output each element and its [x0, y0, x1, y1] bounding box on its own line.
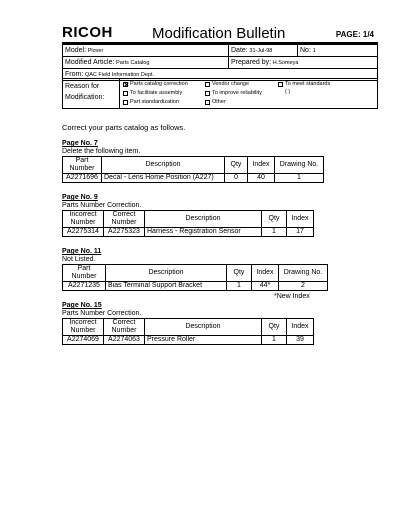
- table-cell: 1: [227, 282, 252, 291]
- table-cell: A2271235: [63, 282, 106, 291]
- prepared-label: Prepared by:: [231, 59, 272, 66]
- intro-text: Correct your parts catalog as follows.: [62, 123, 186, 132]
- date-value: 31-Jul-98: [249, 48, 273, 54]
- table-cell: Bias Terminal Support Bracket: [106, 282, 227, 291]
- prepared-value: H.Someya: [272, 60, 299, 66]
- table-cell: 2: [279, 282, 328, 291]
- reason-option-label: ( ): [285, 89, 291, 95]
- section-subheading: Not Listed.: [62, 256, 96, 263]
- column-header: Index: [252, 265, 279, 282]
- table-cell: A2271696: [63, 174, 102, 183]
- reason-box: [62, 78, 378, 109]
- column-header: Description: [145, 319, 262, 336]
- reason-option[interactable]: [278, 81, 330, 87]
- checkbox-icon[interactable]: [205, 100, 210, 105]
- column-header: Drawing No.: [275, 157, 324, 174]
- no-value: 1: [312, 48, 316, 54]
- reason-option-label: To facilitate assembly: [130, 90, 183, 96]
- date-label: Date:: [231, 47, 248, 54]
- checkbox-icon[interactable]: [205, 91, 210, 96]
- bulletin-title: Modification Bulletin: [152, 25, 286, 42]
- info-table: [62, 44, 378, 81]
- checkbox-icon[interactable]: [123, 100, 128, 105]
- column-header: Index: [287, 211, 314, 228]
- column-header: Qty: [262, 319, 287, 336]
- table-cell: Harness - Registration Sensor: [145, 228, 262, 237]
- column-header: Index: [287, 319, 314, 336]
- reason-label-line2: Modification:: [65, 94, 105, 101]
- table-row: [63, 336, 314, 345]
- table-header-row: [63, 211, 314, 228]
- reason-option[interactable]: [123, 81, 188, 87]
- table-cell: A2274069: [63, 336, 104, 345]
- parts-table: [62, 318, 314, 345]
- reason-label-line1: Reason for: [65, 83, 100, 90]
- table-header-row: [63, 265, 328, 282]
- column-header: Part Number: [63, 157, 102, 174]
- column-header: Qty: [262, 211, 287, 228]
- page-number: PAGE: 1/4: [335, 30, 374, 39]
- article-label: Modified Article:: [65, 59, 115, 66]
- no-label: No:: [300, 47, 311, 54]
- table-cell: A2275314: [63, 228, 104, 237]
- table-cell: 44*: [252, 282, 279, 291]
- section-subheading: Parts Number Correction.: [62, 310, 142, 317]
- table-cell: A2275323: [104, 228, 145, 237]
- table-row: [63, 228, 314, 237]
- reason-option-label: To meet standards: [285, 81, 331, 87]
- table-row: [63, 282, 328, 291]
- from-label: From:: [65, 71, 84, 78]
- checkbox-icon[interactable]: [205, 82, 210, 87]
- reason-option-label: Vendor change: [212, 81, 250, 87]
- section-heading: Page No. 15: [62, 302, 102, 309]
- ricoh-logo: RICOH: [62, 24, 113, 41]
- parts-table: [62, 156, 324, 183]
- column-header: Incorrect Number: [63, 319, 104, 336]
- table-cell: Pressure Roller: [145, 336, 262, 345]
- reason-option[interactable]: [205, 90, 262, 96]
- section-heading: Page No. 7: [62, 140, 98, 147]
- reason-option-label: Other: [212, 99, 226, 105]
- table-cell: 1: [262, 336, 287, 345]
- table-cell: 39: [287, 336, 314, 345]
- table-header-row: [63, 319, 314, 336]
- table-cell: 0: [225, 174, 248, 183]
- reason-option-label: Part standardization: [130, 99, 179, 105]
- reason-option-label: To improve reliability: [212, 90, 262, 96]
- parts-table: [62, 210, 314, 237]
- reason-label: [65, 81, 104, 103]
- table-cell: 17: [287, 228, 314, 237]
- model-value: Plover: [87, 48, 104, 54]
- from-value: QAC Field Information Dept.: [84, 72, 155, 78]
- column-header: Index: [248, 157, 275, 174]
- column-header: Incorrect Number: [63, 211, 104, 228]
- table-row: [63, 174, 324, 183]
- column-header: Qty: [225, 157, 248, 174]
- table-cell: 1: [262, 228, 287, 237]
- checkbox-checked-icon[interactable]: [123, 82, 128, 87]
- prepared-cell: [229, 57, 378, 69]
- reason-option[interactable]: [123, 90, 182, 96]
- no-cell: [298, 45, 378, 57]
- column-header: Description: [145, 211, 262, 228]
- bulletin-header: [62, 22, 378, 44]
- model-cell: [63, 45, 229, 57]
- checkbox-icon[interactable]: [278, 82, 283, 87]
- section-subheading: Parts Number Correction.: [62, 202, 142, 209]
- table-cell: Decal - Lens Home Position (A227): [102, 174, 225, 183]
- section-heading: Page No. 9: [62, 194, 98, 201]
- reason-option[interactable]: [123, 99, 179, 105]
- table-cell: 1: [275, 174, 324, 183]
- table-header-row: [63, 157, 324, 174]
- section-heading: Page No. 11: [62, 248, 102, 255]
- column-header: Correct Number: [104, 211, 145, 228]
- table-cell: 40: [248, 174, 275, 183]
- column-header: Part Number: [63, 265, 106, 282]
- reason-option-label: Parts catalog correction: [130, 81, 188, 87]
- column-header: Drawing No.: [279, 265, 328, 282]
- parts-table: [62, 264, 328, 291]
- column-header: Correct Number: [104, 319, 145, 336]
- model-label: Model:: [65, 47, 87, 54]
- checkbox-icon[interactable]: [123, 91, 128, 96]
- column-header: Qty: [227, 265, 252, 282]
- column-header: Description: [102, 157, 225, 174]
- section-subheading: Delete the following item.: [62, 148, 141, 155]
- article-cell: [63, 57, 229, 69]
- article-value: Parts Catalog: [116, 60, 150, 66]
- reason-option: [285, 89, 290, 95]
- reason-option[interactable]: [205, 99, 226, 105]
- reason-option[interactable]: [205, 81, 249, 87]
- date-cell: [229, 45, 298, 57]
- reason-divider: [119, 79, 120, 108]
- column-header: Description: [106, 265, 227, 282]
- new-index-note: *New Index: [274, 293, 310, 300]
- table-cell: A2274063: [104, 336, 145, 345]
